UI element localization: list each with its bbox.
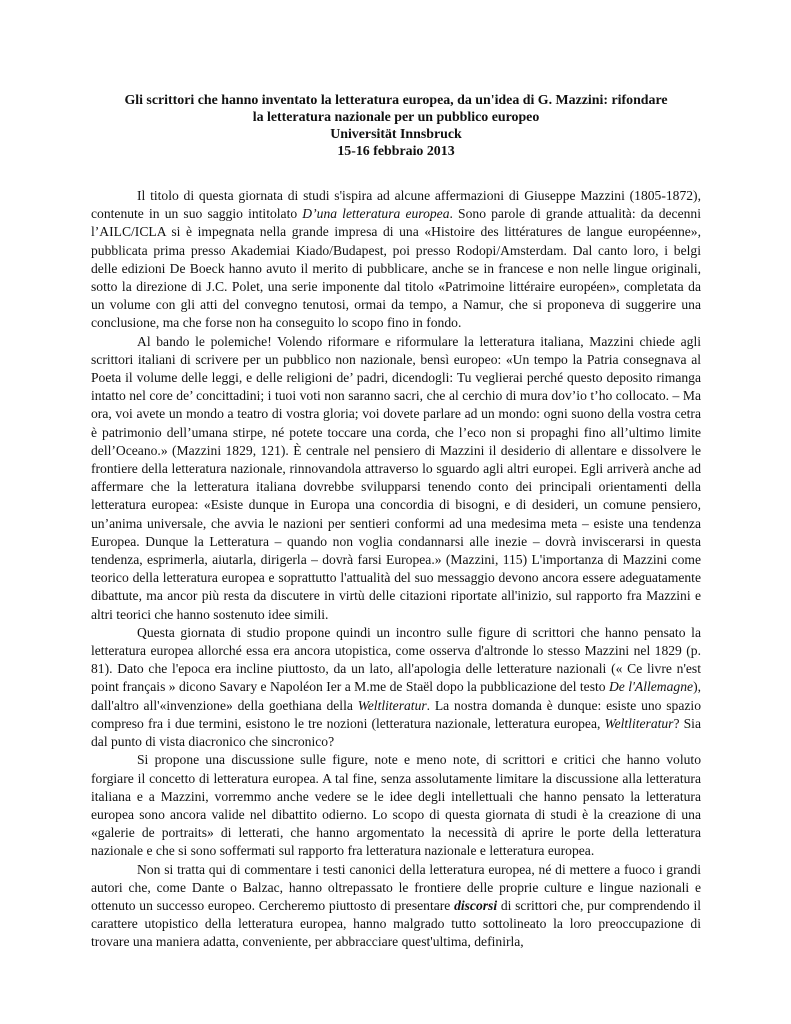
term-italic: Weltliteratur xyxy=(357,697,427,713)
paragraph-3-text-g: ? Sia dal punto di vista diacronico che sincronico? xyxy=(91,715,701,750)
paragraph-3 xyxy=(91,624,701,751)
paragraph-5-text-c: di scrittori che, pur comprendendo il carattere utopistico della letteratura europea, hanno malgrado tutto sottolineato la loro preoccupazione di trovare una maniera adatta, conveniente, per abbracciare quest'ultima, definirla, xyxy=(91,897,701,950)
document-page xyxy=(91,92,701,952)
document-title-line-1: Gli scrittori che hanno inventato la letteratura europea, da un'idea di G. Mazzini: rifondare xyxy=(124,93,668,108)
paragraph-1 xyxy=(91,187,701,333)
institution: Universität Innsbruck xyxy=(330,127,462,142)
paragraph-1-text-a: Il titolo di questa giornata di studi s'ispira ad alcune affermazioni di Giuseppe Mazzini (1805-1872), contenute in un suo saggio intitolato xyxy=(91,188,701,222)
emphasis-bold-italic: discorsi xyxy=(454,897,498,913)
paragraph-5-text-a: Non si tratta qui di commentare i testi canonici della letteratura europea, né di mettere a fuoco i grandi autori che, come Dante o Balzac, hanno oltrepassato le frontiere delle proprie culture e lingue nazionali e ottenuto un successo europeo. Cercheremo piuttosto di presentare xyxy=(91,861,701,913)
paragraph-1-text-c: . Sono parole di grande attualità: da decenni l’AILC/ICLA si è impegnata nella grande impresa di una «Histoire des littératures de langue européenne», pubblicata prima presso Akademiai Kiado/Budapest, poi presso Rodopi/Amsterdam. Dal canto loro, i belgi delle edizioni De Boeck hanno avuto il merito di pubblicare, anche se in francese e non nelle lingue originali, sotto la direzione di J.C. Polet, una serie imponente dal titolo «Patrimoine littéraire européen», completata da un volume con gli atti del convegno tenutosi, ormai da tempo, a Namur, che si proponeva di suggerire una conclusione, ma che forse non ha conseguito lo scopo fino in fondo. xyxy=(91,206,701,331)
paragraph-3-text-e: . La nostra domanda è dunque: esiste uno spazio compreso fra i due termini, esistono le tre nozioni (letteratura nazionale, letteratura europea, xyxy=(91,697,701,731)
paragraph-3-text-c: ), dall'altro all'«invenzione» della goethiana della xyxy=(91,679,701,713)
paragraph-5 xyxy=(91,861,701,952)
paragraph-2-text: Al bando le polemiche! Volendo riformare e riformulare la letteratura italiana, Mazzini chiede agli scrittori italiani di scrivere per un pubblico non nazionale, bensì europeo: «Un tempo la Patria consegnava al Poeta il volume delle leggi, e delle religioni de’ padri, dicendogli: Tu veglierai perché questo deposito rimanga intatto nel core de’ concittadini; i tuoi voti non saranno sacri, che al cerchio di mura dov’io t’ho collocato. – Ma ora, voi avete un mondo a teatro di vostra gloria; voi dovete parlare ad un mondo: ogni suono della vostra cetra è patrimonio dell’umana stirpe, né potete toccare una corda, che l’eco non si propaghi fino all’ultimo limite dell’Oceano.» (Mazzini 1829, 121). È centrale nel pensiero di Mazzini il desiderio di allentare e dissolvere le frontiere della letteratura nazionale, rinnovandola attraverso lo sguardo agli altri europei. Egli arriverà anche ad affermare che la letteratura italiana dovrebbe svilupparsi tenendo conto dei principali orientamenti della letteratura europea: «Esiste dunque in Europa una concordia di bisogni, e di desideri, un comune pensiero, un’anima universale, che avvia le nazioni per sentieri conformi ad una medesima meta – esiste una tendenza Europea. Dunque la Letteratura – quando non voglia condannarsi alle inezie – dovrà inviscerarsi in questa tendenza, esprimerla, aiutarla, dirigerla – dovrà farsi Europea.» (Mazzini, 115) L'importanza di Mazzini come teorico della letteratura europea e soprattutto l'attualità del suo messaggio devono ancora essere adeguatamente dibattute, ma ancor più resta da discutere in virtù delle citazioni riportate all'inizio, sul rapporto fra Mazzini e altri teorici che hanno sostenuto idee simili. xyxy=(91,333,701,622)
paragraph-3-text-a: Questa giornata di studio propone quindi un incontro sulle figure di scrittori che hanno pensato la letteratura europea allorché essa era ancora utopistica, come osserva d'altronde lo stesso Mazzini nel 1829 (p. 81). Dato che l'epoca era incline piuttosto, da un lato, all'apologia delle letterature nazionali (« Ce livre n'est point français » dicono Savary e Napoléon Ier a M.me de Staël dopo la pubblicazione del testo xyxy=(91,624,701,695)
term-italic: Weltliteratur xyxy=(604,715,674,731)
document-body xyxy=(91,187,701,952)
event-date: 15-16 febbraio 2013 xyxy=(337,144,455,159)
paragraph-4-text: Si propone una discussione sulle figure, note e meno note, di scrittori e critici che hanno voluto forgiare il concetto di letteratura europea. A tal fine, senza assolutamente limitare la discussione alla letteratura italiana e a Mazzini, vorremmo anche vedere se le idee degli intellettuali che hanno pensato la letteratura europea sono ancora valide nel dibattito odierno. Lo scopo di questa giornata di studi è la creazione di una «galerie de portraits» di letterati, che hanno argomentato la necessità di aprire le porte della letteratura nazionale e che si sono soffermati sul rapporto fra letteratura nazionale e letteratura europea. xyxy=(91,752,701,859)
work-title-italic: De l'Allemagne xyxy=(608,679,694,695)
work-title-italic: D’una letteratura europea xyxy=(302,206,450,222)
document-header xyxy=(91,92,701,160)
paragraph-4 xyxy=(91,751,701,860)
document-title-line-2: la letteratura nazionale per un pubblico europeo xyxy=(252,110,540,125)
paragraph-2 xyxy=(91,333,701,624)
